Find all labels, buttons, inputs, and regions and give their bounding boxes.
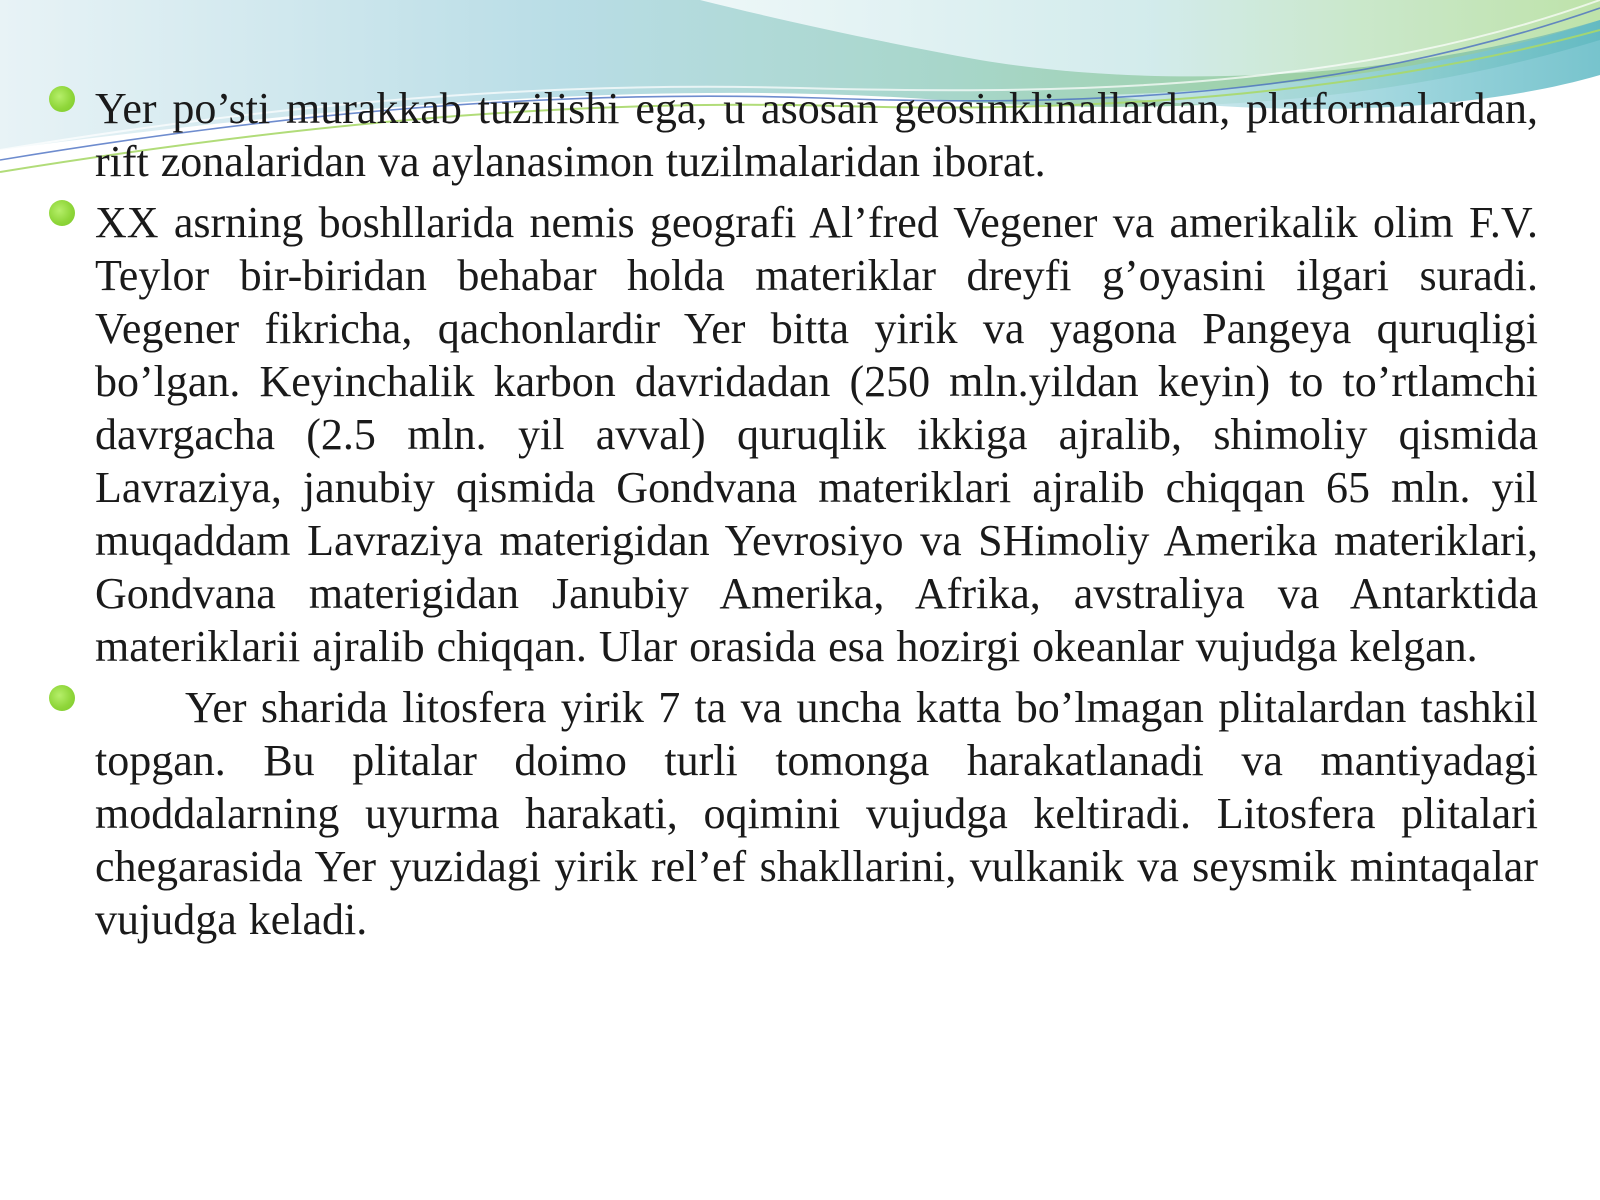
bullet-text: Yer sharida litosfera yirik 7 ta va uncha katta bo’lmagan plitalardan tashkil topgan. Bu plitalar doimo turli tomonga harakatlanadi va mantiyadagi moddalarning uyurma harakati, oqimini vujudga keltiradi. Litosfera plitalari chegarasida Yer yuzidagi yirik rel’ef shakllarini, vulkanik va seysmik mintaqalar vujudga keladi. bbox=[95, 683, 1538, 944]
bullet-item-1 bbox=[95, 82, 1538, 188]
bullet-dot-icon bbox=[49, 685, 75, 711]
bullet-list bbox=[95, 82, 1538, 954]
bullet-text: Yer po’sti murakkab tuzilishi ega, u asosan geosinklinallardan, platformalardan, rift zonalaridan va aylanasimon tuzilmalaridan iborat. bbox=[95, 84, 1538, 186]
bullet-text: XX asrning boshllarida nemis geografi Al’fred Vegener va amerikalik olim F.V. Teylor bir-biridan behabar holda materiklar dreyfi g’oyasini ilgari suradi. Vegener fikricha, qachonlardir Yer bitta yirik va yagona Pangeya quruqligi bo’lgan. Keyinchalik karbon davridadan (250 mln.yildan keyin) to to’rtlamchi davrgacha (2.5 mln. yil avval) quruqlik ikkiga ajralib, shimoliy qismida Lavraziya, janubiy qismida Gondvana materiklari ajralib chiqqan 65 mln. yil muqaddam Lavraziya materigidan Yevrosiyo va SHimoliy Amerika materiklari, Gondvana materigidan Janubiy Amerika, Afrika, avstraliya va Antarktida materiklarii ajralib chiqqan. Ular orasida esa hozirgi okeanlar vujudga kelgan. bbox=[95, 198, 1538, 671]
bullet-dot-icon bbox=[49, 86, 75, 112]
bullet-item-3 bbox=[95, 681, 1538, 946]
bullet-item-2 bbox=[95, 196, 1538, 673]
bullet-dot-icon bbox=[49, 200, 75, 226]
